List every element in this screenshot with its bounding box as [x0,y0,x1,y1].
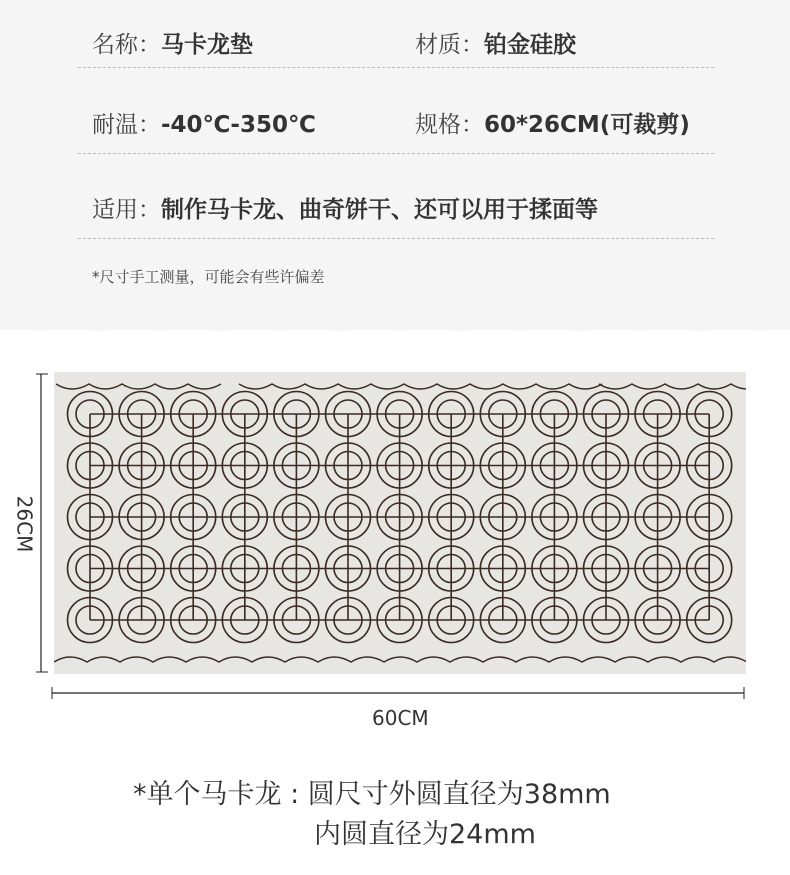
spec-size [415,106,690,139]
height-dimension-line [34,372,50,674]
macaron-mat-image [54,372,746,674]
macaron-size-line1: *单个马卡龙 : 圆尺寸外圆直径为38mm [133,779,611,810]
measurement-note: *尺寸手工测量，可能会有些许偏差 [92,268,325,286]
height-label: 26CM [12,495,37,553]
macaron-size-line2: 内圆直径为24mm [314,819,536,850]
spec-label: 材质： [415,32,484,58]
scallop-edge [0,300,790,340]
spec-value: 铂金硅胶 [484,32,576,58]
divider [78,238,714,239]
scallop-path [0,300,790,331]
spec-value: 制作马卡龙、曲奇饼干、还可以用于揉面等 [161,197,598,223]
width-dimension-line [50,686,746,700]
divider [78,67,714,68]
divider [78,153,714,154]
spec-value: -40℃-350℃ [161,112,316,138]
spec-usage [92,191,598,224]
spec-material [415,26,576,59]
spec-name [92,26,253,59]
spec-label: 名称： [92,32,161,58]
spec-temperature [92,106,316,139]
width-label: 60CM [372,706,429,730]
spec-label: 适用： [92,197,161,223]
spec-label: 规格： [415,112,484,138]
spec-value: 马卡龙垫 [161,32,253,58]
spec-value: 60*26CM(可裁剪) [484,112,690,138]
spec-label: 耐温： [92,112,161,138]
